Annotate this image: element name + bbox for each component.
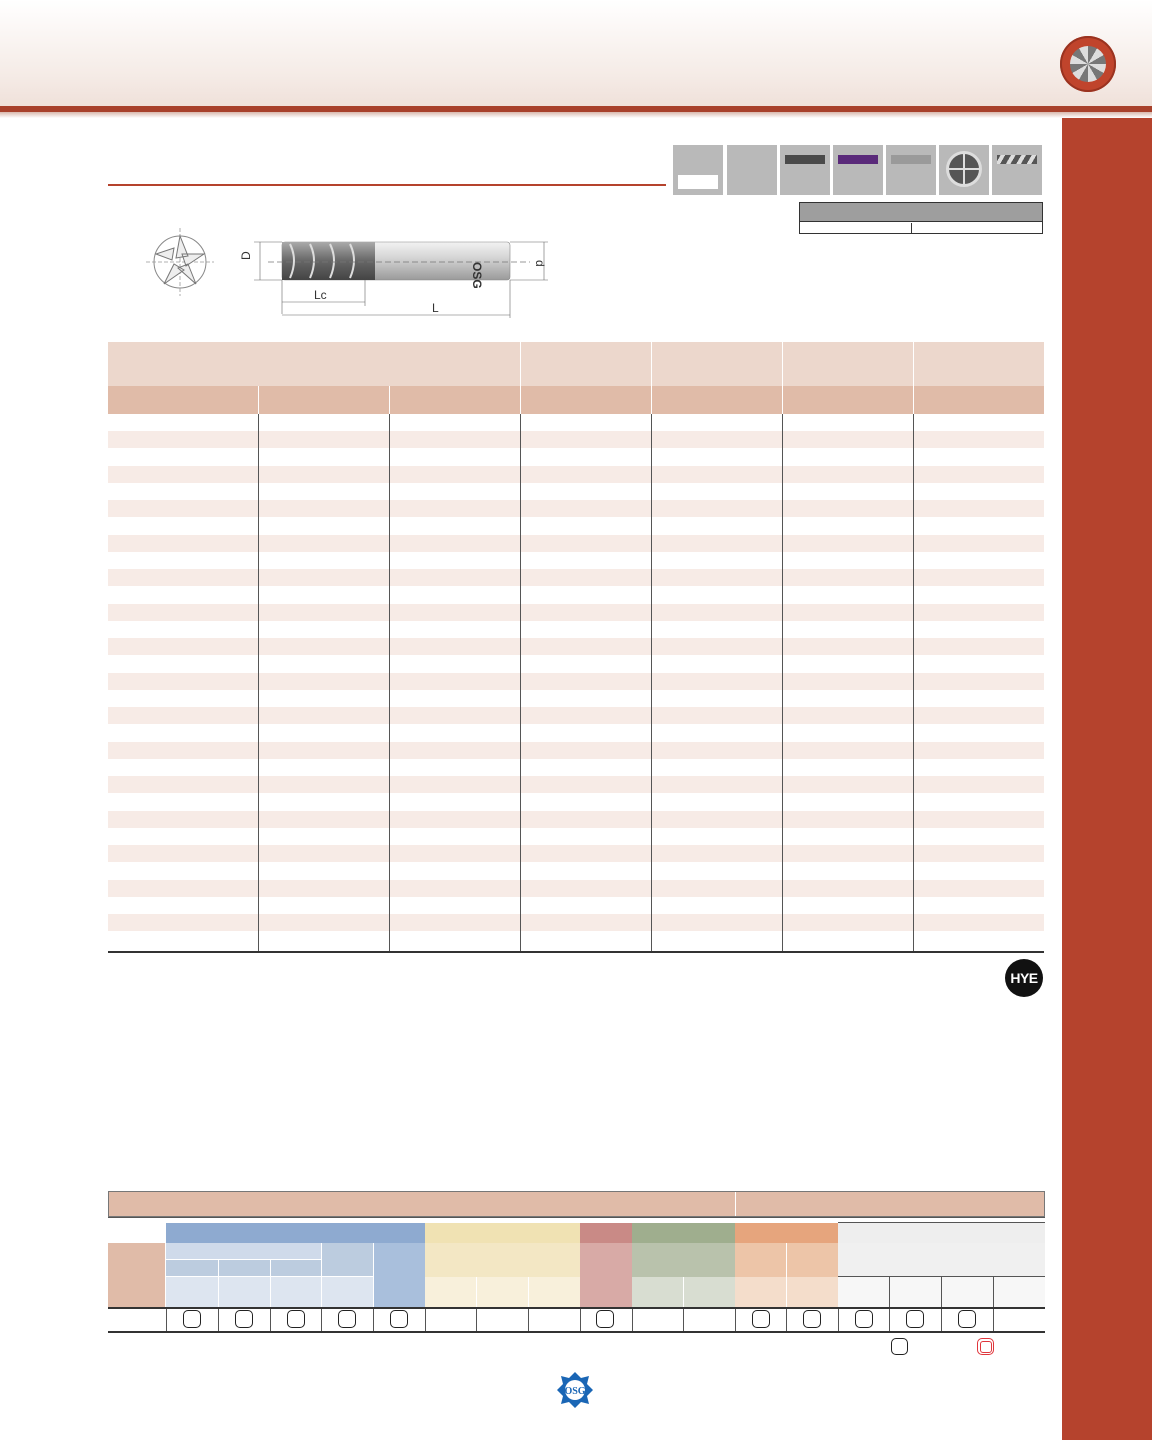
header-shadow: [0, 112, 1152, 118]
group-nonferrous: [632, 1223, 735, 1243]
coating-grey-icon: [886, 145, 936, 195]
four-flute-icon: [939, 145, 989, 195]
application-table-header: [108, 1191, 1045, 1217]
end-view-icon: [146, 228, 214, 296]
group-other: [838, 1223, 1045, 1243]
osg-logo: [555, 1370, 595, 1410]
spec-table: [799, 202, 1043, 234]
coating-dark-icon: [780, 145, 830, 195]
table-row: [108, 535, 1044, 552]
suitable-mark-icon: [752, 1310, 770, 1328]
table-row: [108, 707, 1044, 724]
helix-angle-icon: [992, 145, 1042, 195]
suitable-mark-icon: [287, 1310, 305, 1328]
suitable-mark-icon: [906, 1310, 924, 1328]
hye-badge: HYE: [1005, 959, 1043, 997]
blank-tile-icon: [727, 145, 777, 195]
table-row: [108, 431, 1044, 448]
group-heat-resistant: [735, 1223, 838, 1243]
svg-text:d: d: [533, 260, 547, 267]
table-row: [108, 604, 1044, 621]
table-row: [108, 500, 1044, 517]
table-row: [108, 776, 1044, 793]
group-stainless: [425, 1223, 580, 1243]
svg-text:D: D: [239, 251, 253, 260]
legend-suitable-icon: [891, 1338, 908, 1355]
table-row: [108, 742, 1044, 759]
end-mill-cross-section-icon: [1060, 36, 1116, 92]
table-row: [108, 569, 1044, 586]
table-row: [108, 673, 1044, 690]
table-row: [108, 845, 1044, 862]
suitable-mark-icon: [183, 1310, 201, 1328]
suitable-mark-icon: [338, 1310, 356, 1328]
table-row: [108, 811, 1044, 828]
tool-drawing: [140, 222, 560, 327]
suitable-mark-icon: [390, 1310, 408, 1328]
material-tile-icon: [673, 145, 723, 195]
table-row: [108, 466, 1044, 483]
suitable-mark-icon: [596, 1310, 614, 1328]
suitable-mark-icon: [803, 1310, 821, 1328]
group-steel: [166, 1223, 425, 1243]
svg-text:OSG: OSG: [564, 1386, 586, 1397]
table-row: [108, 914, 1044, 931]
svg-text:Lc: Lc: [314, 288, 327, 302]
table-bottom-rule: [108, 951, 1044, 953]
svg-text:L: L: [432, 301, 439, 315]
title-rule: [108, 184, 666, 186]
spec-table-header: [800, 203, 1042, 222]
page-header: [0, 0, 1152, 108]
material-label-block: [108, 1243, 165, 1308]
group-cast-iron: [580, 1223, 632, 1243]
legend-best-suited-icon: [977, 1338, 994, 1355]
table-row: [108, 638, 1044, 655]
product-table-body: [108, 414, 1044, 952]
svg-text:OSG: OSG: [470, 262, 484, 289]
section-side-tab[interactable]: [1062, 118, 1152, 1440]
suitable-mark-icon: [235, 1310, 253, 1328]
table-row: [108, 880, 1044, 897]
application-table-rule: [108, 1307, 1045, 1309]
application-table-bottom-rule: [108, 1331, 1045, 1333]
coating-purple-icon: [833, 145, 883, 195]
product-table-header: [108, 342, 1044, 386]
suitable-mark-icon: [958, 1310, 976, 1328]
product-table-subheader: [108, 386, 1044, 414]
suitable-mark-icon: [855, 1310, 873, 1328]
